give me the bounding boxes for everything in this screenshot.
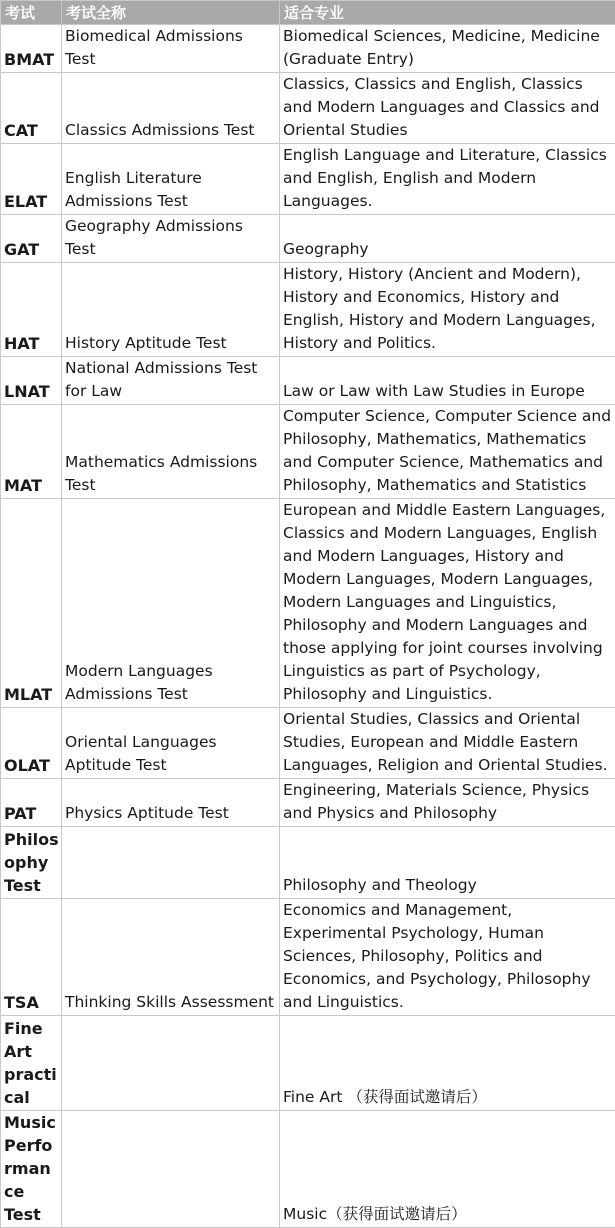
test-code: MLAT [1,499,62,708]
test-full-name: Modern Languages Admissions Test [62,499,280,708]
test-code: BMAT [1,25,62,73]
test-full-name: Classics Admissions Test [62,73,280,144]
table-row [1,25,615,73]
table-row [1,499,615,708]
table-row [1,215,615,263]
test-code: Fine Art practical [1,1016,62,1111]
test-full-name: Mathematics Admissions Test [62,405,280,499]
test-full-name: English Literature Admissions Test [62,144,280,215]
test-code: TSA [1,899,62,1016]
table-row [1,1016,615,1111]
test-majors: Classics, Classics and English, Classics and Modern Languages and Classics and Oriental Studies [280,73,615,144]
test-code: LNAT [1,357,62,405]
test-full-name: History Aptitude Test [62,263,280,357]
test-full-name [62,1111,280,1228]
test-full-name: Physics Aptitude Test [62,779,280,827]
table-row [1,73,615,144]
test-code: OLAT [1,708,62,779]
test-full-name: National Admissions Test for Law [62,357,280,405]
test-full-name: Geography Admissions Test [62,215,280,263]
test-majors: Engineering, Materials Science, Physics and Physics and Philosophy [280,779,615,827]
test-majors: Economics and Management, Experimental Psychology, Human Sciences, Philosophy, Politics and Economics, and Psychology, Philosophy and Linguistics. [280,899,615,1016]
test-majors: European and Middle Eastern Languages, Classics and Modern Languages, English and Modern Languages, History and Modern Languages, Modern Languages, Modern Languages and Linguistics, Philosophy and Modern Languages and those applying for joint courses involving Linguistics as part of Psychology, Philosophy and Linguistics. [280,499,615,708]
test-majors: Fine Art （获得面试邀请后） [280,1016,615,1111]
test-majors: English Language and Literature, Classics and English, English and Modern Languages. [280,144,615,215]
table-row [1,779,615,827]
test-full-name [62,1016,280,1111]
test-full-name: Biomedical Admissions Test [62,25,280,73]
table-row [1,263,615,357]
table-row [1,144,615,215]
test-code: HAT [1,263,62,357]
table-row [1,357,615,405]
test-majors: Biomedical Sciences, Medicine, Medicine (Graduate Entry) [280,25,615,73]
test-code: ELAT [1,144,62,215]
test-full-name: Oriental Languages Aptitude Test [62,708,280,779]
header-full-name: 考试全称 [62,1,280,25]
test-code: PAT [1,779,62,827]
table-row [1,405,615,499]
header-test: 考试 [1,1,62,25]
table-header-row [1,1,615,25]
test-full-name [62,827,280,899]
test-code: Music Performance Test [1,1111,62,1228]
test-majors: Law or Law with Law Studies in Europe [280,357,615,405]
test-majors: Geography [280,215,615,263]
table-row [1,827,615,899]
table-row [1,1111,615,1228]
test-majors: Music（获得面试邀请后） [280,1111,615,1228]
table-row [1,708,615,779]
test-majors: Computer Science, Computer Science and Philosophy, Mathematics, Mathematics and Computer Science, Mathematics and Philosophy, Mathematics and Statistics [280,405,615,499]
test-code: Philosophy Test [1,827,62,899]
test-full-name: Thinking Skills Assessment [62,899,280,1016]
test-code: MAT [1,405,62,499]
test-majors: Oriental Studies, Classics and Oriental Studies, European and Middle Eastern Languages, Religion and Oriental Studies. [280,708,615,779]
header-suitable-majors: 适合专业 [280,1,615,25]
test-code: GAT [1,215,62,263]
test-code: CAT [1,73,62,144]
table-row [1,899,615,1016]
test-majors: History, History (Ancient and Modern), History and Economics, History and English, History and Modern Languages, History and Politics. [280,263,615,357]
test-majors: Philosophy and Theology [280,827,615,899]
